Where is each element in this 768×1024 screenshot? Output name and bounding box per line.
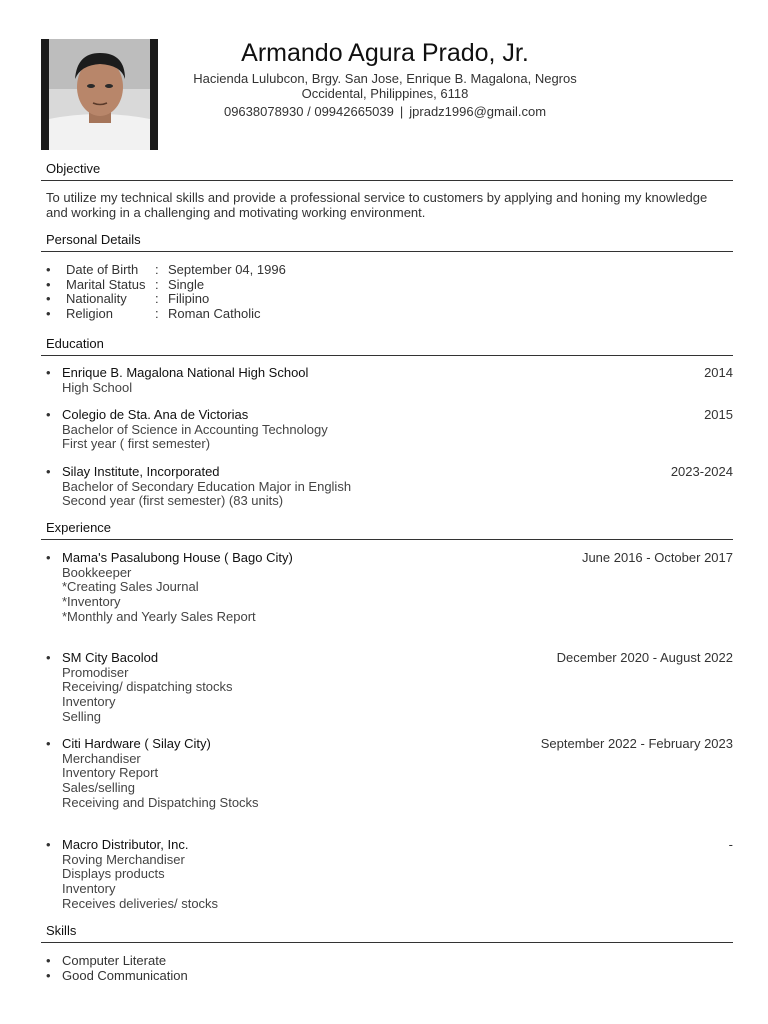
job-detail: *Inventory xyxy=(62,594,121,610)
job-detail: Promodiser xyxy=(62,664,129,680)
education-entry xyxy=(46,465,733,509)
job-detail: *Monthly and Yearly Sales Report xyxy=(62,608,256,624)
job-detail: Roving Merchandiser xyxy=(62,851,185,867)
bullet: • xyxy=(46,837,51,852)
employment-period: - xyxy=(728,837,733,852)
detail-label: Marital Status xyxy=(66,276,146,292)
section-objective-heading: Objective xyxy=(41,161,733,181)
company-name: Macro Distributor, Inc. xyxy=(62,837,189,852)
job-detail: Inventory xyxy=(62,881,116,897)
contact-separator: | xyxy=(399,104,404,119)
bullet: • xyxy=(46,736,51,751)
bullet: • xyxy=(46,365,51,380)
profile-photo xyxy=(41,39,158,150)
education-detail: Second year (first semester) (83 units) xyxy=(62,493,284,509)
detail-colon: : xyxy=(155,306,159,322)
resume-header xyxy=(170,38,600,120)
skill-text: Computer Literate xyxy=(62,953,167,968)
company-name: Citi Hardware ( Silay City) xyxy=(62,736,211,751)
applicant-address: Hacienda Lulubcon, Brgy. San Jose, Enrique B. Magalona, Negros Occidental, Philippines, 6118 xyxy=(193,71,577,101)
phone-numbers: 09638078930 / 09942665039 xyxy=(223,104,394,119)
section-personal-heading: Personal Details xyxy=(41,232,733,252)
school-name: Silay Institute, Incorporated xyxy=(62,464,220,479)
job-detail: Bookkeeper xyxy=(62,564,132,580)
employment-period: June 2016 - October 2017 xyxy=(581,550,733,565)
company-name: SM City Bacolod xyxy=(62,650,159,665)
detail-colon: : xyxy=(155,291,159,307)
detail-label: Nationality xyxy=(66,291,127,307)
bullet: • xyxy=(46,650,51,665)
detail-value: Single xyxy=(168,276,205,292)
bullet: • xyxy=(46,464,51,479)
section-skills-heading: Skills xyxy=(41,923,733,943)
bullet: • xyxy=(46,953,51,968)
section-education-heading: Education xyxy=(41,336,733,356)
job-detail: Inventory Report xyxy=(62,765,159,781)
skill-item xyxy=(46,953,188,968)
employment-period: December 2020 - August 2022 xyxy=(556,650,733,665)
bullet: • xyxy=(46,968,51,983)
education-detail: First year ( first semester) xyxy=(62,436,211,452)
detail-colon: : xyxy=(155,276,159,292)
email-address: jpradz1996@gmail.com xyxy=(409,104,547,119)
experience-entry xyxy=(46,651,733,725)
contact-line xyxy=(170,104,600,120)
education-year: 2014 xyxy=(704,365,733,380)
bullet: • xyxy=(46,550,51,565)
experience-entry xyxy=(46,838,733,912)
section-experience-heading: Experience xyxy=(41,520,733,540)
education-year: 2023-2024 xyxy=(670,464,733,479)
job-detail: Receiving and Dispatching Stocks xyxy=(62,794,259,810)
objective-text: To utilize my technical skills and provide a professional service to customers by applying and honing my knowledge and working in a challenging and motivating working environment. xyxy=(46,190,708,220)
education-entry xyxy=(46,408,733,452)
skill-text: Good Communication xyxy=(62,968,188,983)
bullet: • xyxy=(46,262,51,277)
job-detail: Selling xyxy=(62,708,102,724)
job-detail: Receives deliveries/ stocks xyxy=(62,895,219,911)
education-detail: Bachelor of Secondary Education Major in English xyxy=(62,478,352,494)
company-name: Mama's Pasalubong House ( Bago City) xyxy=(62,550,293,565)
job-detail: Sales/selling xyxy=(62,780,135,796)
detail-colon: : xyxy=(155,262,159,277)
bullet: • xyxy=(46,276,51,292)
bullet: • xyxy=(46,306,51,322)
experience-entry xyxy=(46,551,733,625)
job-detail: Inventory xyxy=(62,694,116,710)
detail-label: Religion xyxy=(66,306,113,322)
detail-value: September 04, 1996 xyxy=(168,262,286,277)
detail-label: Date of Birth xyxy=(66,262,139,277)
employment-period: September 2022 - February 2023 xyxy=(540,736,733,751)
education-entry xyxy=(46,366,733,395)
applicant-name: Armando Agura Prado, Jr. xyxy=(241,39,529,67)
detail-value: Roman Catholic xyxy=(168,306,261,322)
school-name: Colegio de Sta. Ana de Victorias xyxy=(62,407,249,422)
school-name: Enrique B. Magalona National High School xyxy=(62,365,309,380)
job-detail: Merchandiser xyxy=(62,750,141,766)
education-detail: High School xyxy=(62,379,133,395)
job-detail: Displays products xyxy=(62,866,165,882)
job-detail: *Creating Sales Journal xyxy=(62,579,199,595)
bullet: • xyxy=(46,291,51,307)
education-year: 2015 xyxy=(704,407,733,422)
job-detail: Receiving/ dispatching stocks xyxy=(62,679,233,695)
bullet: • xyxy=(46,407,51,422)
experience-entry xyxy=(46,737,733,811)
education-detail: Bachelor of Science in Accounting Technology xyxy=(62,421,328,437)
skills-list xyxy=(46,953,188,983)
detail-value: Filipino xyxy=(168,291,210,307)
skill-item xyxy=(46,968,188,983)
